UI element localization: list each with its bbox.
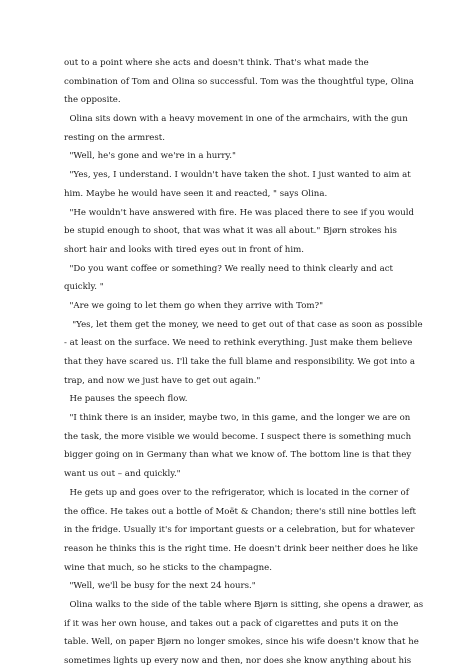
text-line: short hair and looks with tired eyes out in front of him.	[64, 244, 304, 255]
body-text	[64, 54, 424, 671]
text-line: "Are we going to let them go when they arrive with Tom?"	[64, 300, 324, 311]
text-line: if it was her own house, and takes out a pack of cigarettes and puts it on the	[64, 618, 399, 629]
text-line: He pauses the speech flow.	[64, 394, 188, 405]
text-line: quickly. "	[64, 282, 104, 293]
text-line: table. Well, on paper Bjørn no longer smokes, since his wife doesn't know that he	[64, 637, 419, 648]
text-line: bigger going on in Germany than what we know of. The bottom line is that they	[64, 450, 412, 461]
text-line: in the fridge. Usually it's for important guests or a celebration, but for whatever	[64, 525, 415, 536]
text-line: the office. He takes out a bottle of Moët & Chandon; there's still nine bottles left	[64, 506, 417, 517]
text-line: the task, the more visible we would become. I suspect there is something much	[64, 431, 412, 442]
text-line: combination of Tom and Olina so successful. Tom was the thoughtful type, Olina	[64, 76, 414, 87]
text-line: him. Maybe he would have seen it and reacted, " says Olina.	[64, 188, 328, 199]
text-line: reason he thinks this is the right time. He doesn't drink beer neither does he like	[64, 543, 418, 554]
text-line: "Well, he's gone and we're in a hurry."	[64, 151, 236, 162]
text-line: He gets up and goes over to the refrigerator, which is located in the corner of	[64, 487, 409, 498]
text-line: "I think there is an insider, maybe two, in this game, and the longer we are on	[64, 413, 411, 424]
text-line: the opposite.	[64, 95, 121, 106]
text-line: - at least on the surface. We need to rethink everything. Just make them believe	[64, 338, 413, 349]
text-line: out to a point where she acts and doesn't think. That's what made the	[64, 58, 369, 68]
text-line: resting on the armrest.	[64, 132, 165, 143]
text-line: Olina sits down with a heavy movement in one of the armchairs, with the gun	[64, 114, 408, 125]
text-line: "Yes, yes, I understand. I wouldn't have taken the shot. I just wanted to aim at	[64, 170, 411, 181]
text-line: be stupid enough to shoot, that was what it was all about." Bjørn strokes his	[64, 226, 397, 237]
text-line: trap, and now we just have to get out again."	[64, 375, 261, 386]
text-line: Olina walks to the side of the table where Bjørn is sitting, she opens a drawer, as	[64, 599, 424, 610]
text-line: sometimes lights up every now and then, nor does she know anything about his	[64, 656, 412, 666]
text-line: "He wouldn't have answered with fire. He was placed there to see if you would	[64, 207, 414, 218]
text-line: want us out – and quickly."	[64, 469, 181, 480]
text-line: "Do you want coffee or something? We really need to think clearly and act	[64, 263, 393, 274]
text-line: that they have scared us. I'll take the full blame and responsibility. We got into a	[64, 357, 415, 367]
text-line: "Well, we'll be busy for the next 24 hours."	[64, 581, 256, 592]
text-line: wine that much, so he sticks to the champagne.	[64, 562, 272, 573]
text-line: "Yes, let them get the money, we need to get out of that case as soon as possible	[64, 319, 423, 330]
